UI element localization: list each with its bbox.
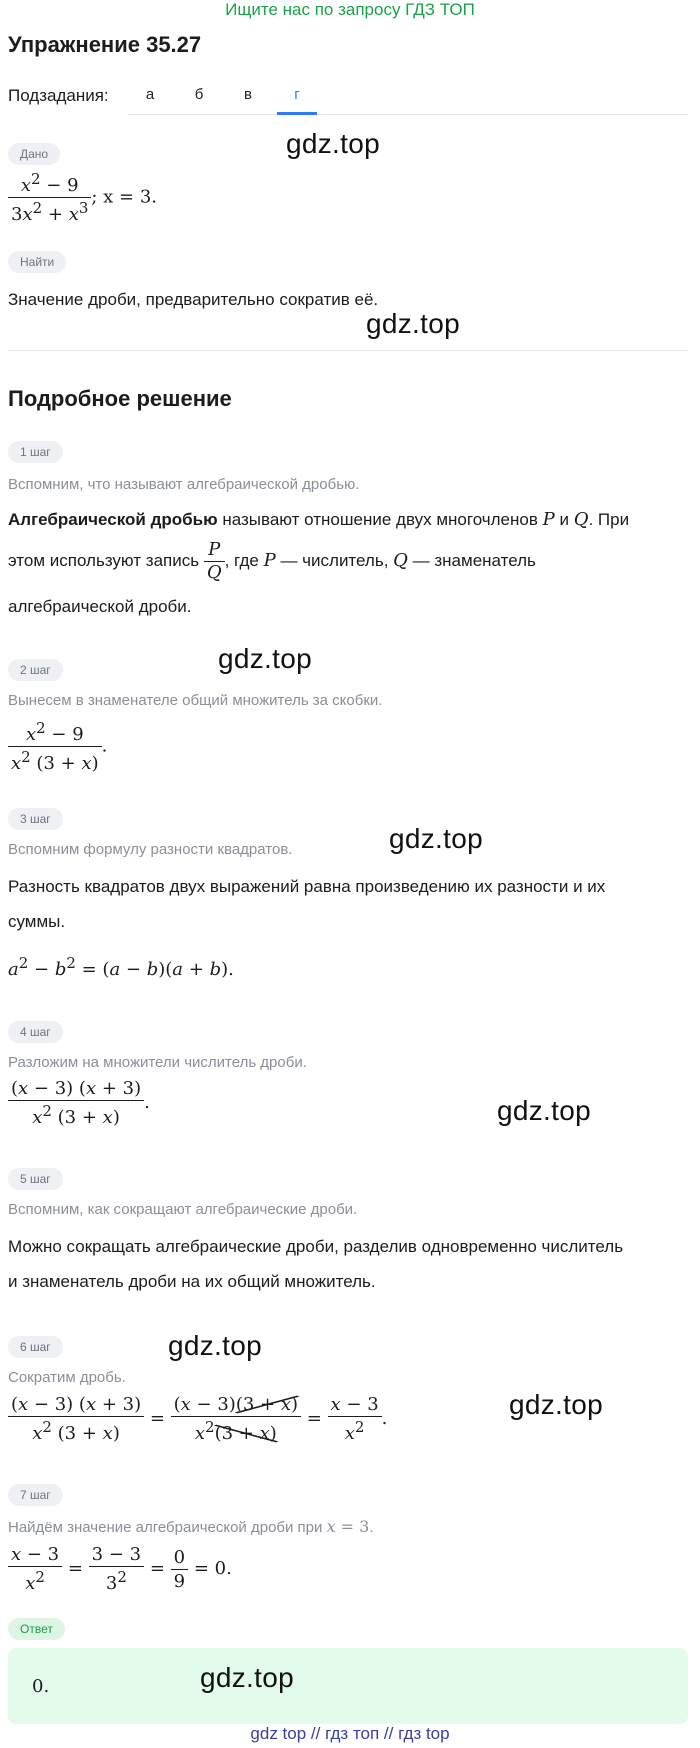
tabs-divider	[128, 114, 688, 115]
text-fragment: , где	[224, 550, 264, 570]
watermark: gdz.top	[200, 1662, 294, 1693]
watermark: gdz.top	[168, 1330, 262, 1361]
step-hint: Разложим на множители числитель дроби.	[8, 1054, 307, 1071]
step-expression: $\frac{x - 3}{x^2}$ = $\frac{3 - 3}{3^2}$ = $\frac{0}{9}$ = 0.	[8, 1544, 232, 1594]
step-hint: Вспомним, что называют алгебраической дробью.	[8, 476, 360, 493]
bold-term: Алгебраической дробью	[8, 510, 218, 529]
step-hint: Вспомним формулу разности квадратов.	[8, 841, 293, 858]
watermark: gdz.top	[366, 308, 460, 339]
answer-value: 0.	[32, 1676, 50, 1697]
step-pill: 7 шаг	[8, 1484, 63, 1506]
step-text: Разность квадратов двух выражений равна произведению их разности и их	[8, 877, 606, 896]
watermark: gdz.top	[218, 643, 312, 674]
answer-box	[8, 1648, 688, 1724]
solution-title: Подробное решение	[8, 386, 232, 411]
subtask-tab-v[interactable]: в	[244, 86, 252, 103]
subtask-tab-g[interactable]: г	[294, 86, 300, 103]
exercise-title: Упражнение 35.27	[8, 32, 202, 57]
text-fragment: — знаменатель	[407, 550, 536, 570]
step-pill: 2 шаг	[8, 659, 63, 681]
subtasks-label: Подзадания:	[8, 86, 109, 105]
step-hint: Найдём значение алгебраической дроби при x = 3.	[8, 1517, 374, 1536]
step-pill: 3 шаг	[8, 808, 63, 830]
step-pill: 5 шаг	[8, 1168, 63, 1190]
given-condition: ; x = 3.	[91, 186, 158, 208]
watermark: gdz.top	[286, 128, 380, 159]
text-fragment: называют отношение двух многочленов	[217, 510, 543, 529]
given-expression: $\frac{x^2 - 9}{3x^2 + x^3}$ ; x = 3.	[8, 170, 157, 225]
footer-links[interactable]: gdz top // гдз топ // гдз top	[250, 1724, 450, 1743]
active-tab-indicator	[277, 112, 317, 115]
step-pill: 6 шаг	[8, 1336, 63, 1358]
subtask-tab-a[interactable]: а	[145, 86, 155, 103]
step-hint: Вынесем в знаменателе общий множитель за скобки.	[8, 692, 383, 709]
subtask-tab-b[interactable]: б	[194, 86, 204, 103]
text-fragment: — числитель,	[275, 550, 394, 570]
text-fragment: . При	[588, 510, 630, 529]
step-text: суммы.	[8, 912, 66, 931]
step-pill: 4 шаг	[8, 1021, 63, 1043]
text-fragment: этом используют запись	[8, 550, 204, 570]
given-pill: Дано	[8, 143, 60, 165]
step-text: алгебраической дроби.	[8, 597, 192, 616]
step-text: и знаменатель дроби на их общий множитель.	[8, 1272, 376, 1291]
find-text: Значение дроби, предварительно сократив её.	[8, 290, 379, 309]
find-pill: Найти	[8, 251, 66, 273]
step-hint: Вспомним, как сокращают алгебраические дроби.	[8, 1201, 358, 1218]
step-formula: $a^2 - b^2 = (a - b)(a + b)$.	[8, 954, 234, 980]
step-hint: Сократим дробь.	[8, 1369, 126, 1386]
answer-pill: Ответ	[8, 1618, 65, 1640]
watermark: gdz.top	[509, 1389, 603, 1420]
step-expression: $\frac{(x - 3) (x + 3)}{x^2 (3 + x)}$ .	[8, 1078, 150, 1128]
step-pill: 1 шаг	[8, 441, 63, 463]
cancelled-factor: (3 + x)	[235, 1394, 298, 1415]
step-text: Алгебраической дробью называют отношение двух многочленов P и Q. При	[8, 509, 630, 530]
text-fragment: Найдём значение алгебраической дроби при	[8, 1519, 327, 1536]
step-expression: $\frac{(x - 3) (x + 3)}{x^2 (3 + x)}$ = $\frac{(x - 3)(3 + x)}{x^2(3 + x)}$ = $\frac{x - 3}{x^2}$ .	[8, 1394, 387, 1444]
cancelled-factor: (3 + x)	[214, 1423, 277, 1444]
top-banner[interactable]: Ищите нас по запросу ГДЗ ТОП	[225, 0, 475, 19]
step-expression: $\frac{x^2 - 9}{x^2 (3 + x)}$ .	[8, 719, 107, 774]
step-text: этом используют запись $\frac{P}{Q}$ , где P — числитель, Q — знаменатель	[8, 539, 536, 583]
step-text: Можно сокращать алгебраические дроби, разделив одновременно числитель	[8, 1237, 624, 1256]
section-divider	[8, 350, 688, 351]
watermark: gdz.top	[497, 1095, 591, 1126]
watermark: gdz.top	[389, 823, 483, 854]
